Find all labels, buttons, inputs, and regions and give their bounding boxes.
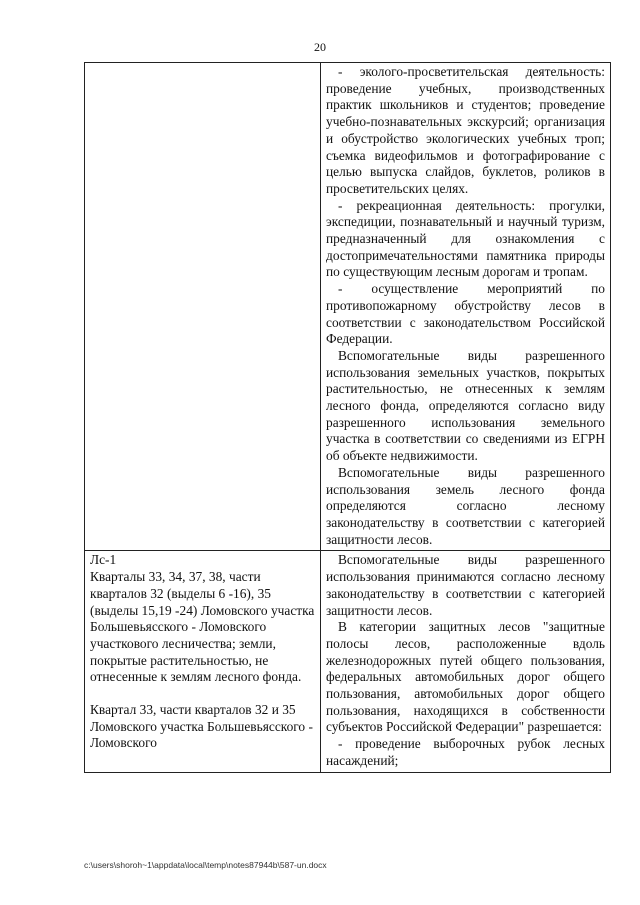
table-row bbox=[85, 551, 611, 772]
paragraph-fire-protection: - осуществление мероприятий по противопожарному обустройству лесов в соответствии с законодательством Российской Федерации. bbox=[326, 281, 605, 347]
table-cell-permitted-uses bbox=[321, 63, 611, 551]
zone-code: Лс-1 bbox=[90, 552, 117, 568]
footer-file-path: c:\users\shoroh~1\appdata\local\temp\notes87944b\587-un.docx bbox=[84, 860, 327, 870]
paragraph-selective-felling: - проведение выборочных рубок лесных насаждений; bbox=[326, 736, 605, 768]
paragraph-recreation: - рекреационная деятельность: прогулки, экспедиции, познавательный и научный туризм, предназначенный для ознакомления с достопримечательностями памятника природы по существующим лесным дорогам и тропам. bbox=[326, 197, 605, 280]
paragraph-auxiliary-forest-law: Вспомогательные виды разрешенного использования принимаются согласно лесному законодательству в соответствии с категорией защитности лесов. bbox=[326, 552, 605, 618]
paragraph-auxiliary-land-plots: Вспомогательные виды разрешенного использования земельных участков, покрытых растительностью, не отнесенных к землям лесного фонда, определяются согласно виду разрешенного использования земельного участка в соответствии со сведениями из ЕГРН об объекте недвижимости. bbox=[326, 347, 605, 464]
paragraph-eco-education: - эколого-просветительская деятельность: проведение учебных, производственных практик школьников и студентов; проведение учебно-познавательных экскурсий; организация и обустройство экологических учебных троп; съемка видеофильмов и фотографирование с целью выпуска слайдов, буклетов, роликов в просветительских целях. bbox=[326, 64, 605, 196]
zoning-table bbox=[84, 62, 611, 773]
page-number: 20 bbox=[314, 40, 326, 54]
table-cell-zone-empty bbox=[85, 63, 321, 551]
paragraph-gap bbox=[90, 686, 315, 702]
table-row bbox=[85, 63, 611, 551]
table-cell-permitted-uses bbox=[321, 551, 611, 772]
zone-territory-description: Кварталы 33, 34, 37, 38, части кварталов 32 (выделы 6 -16), 35 (выделы 15,19 -24) Ломовского участка Большевьясского - Ломовского участкового лесничества; земли, покрытые растительностью, не отнесенные к землям лесного фонда. bbox=[90, 569, 315, 685]
paragraph-protective-belts: В категории защитных лесов "защитные полосы лесов, расположенные вдоль железнодорожных путей общего пользования, федеральных автомобильных дорог общего пользования, автомобильных дорог общего пользования, находящихся в собственности субъектов Российской Федерации" разрешается: bbox=[326, 619, 605, 735]
zone-territory-description-2: Квартал 33, части кварталов 32 и 35 Ломовского участка Большевьясского - Ломовского bbox=[90, 702, 313, 751]
paragraph-auxiliary-forest-fund: Вспомогательные виды разрешенного использования земель лесного фонда определяются согласно лесному законодательству в соответствии с категорией защитности лесов. bbox=[326, 464, 605, 547]
table-cell-zone-description bbox=[85, 551, 321, 772]
